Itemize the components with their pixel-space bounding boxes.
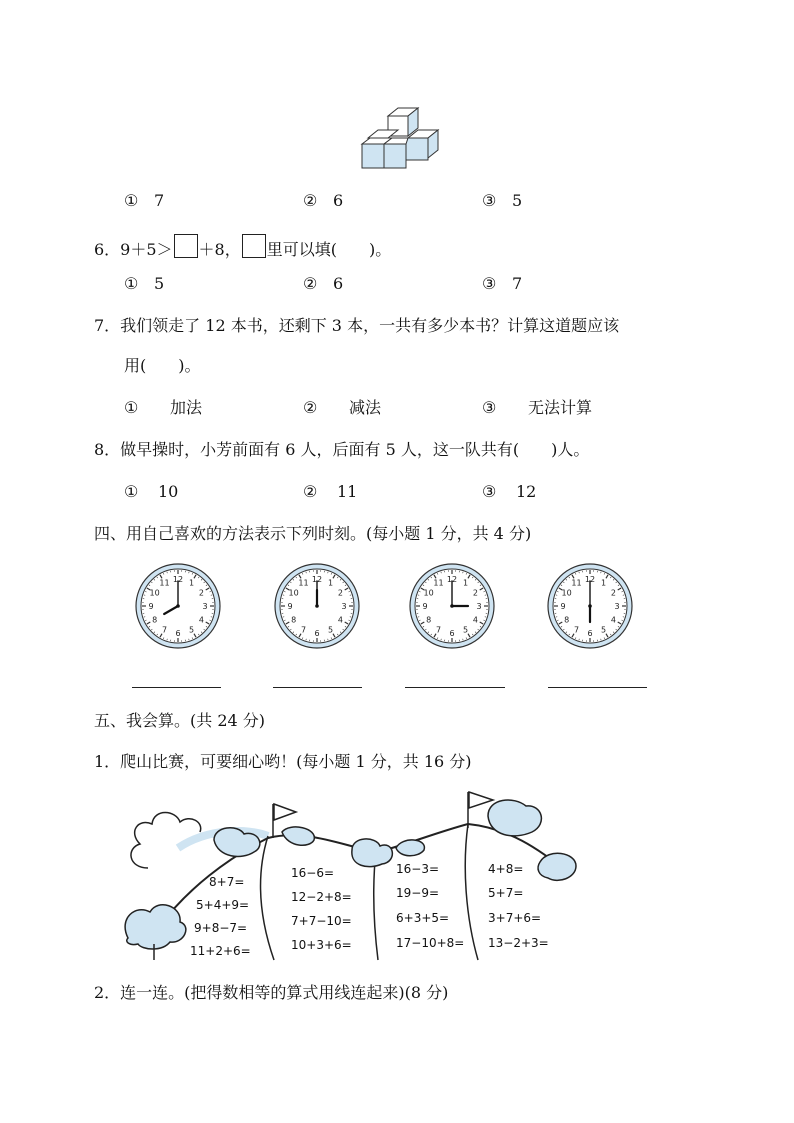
- option-value: 减法: [349, 398, 382, 417]
- option-value: 11: [337, 482, 358, 501]
- equation: 9+8−7=: [194, 921, 248, 935]
- clock-number: 3: [202, 602, 208, 611]
- option-value: 12: [516, 482, 537, 501]
- equation: 13−2+3=: [488, 936, 549, 950]
- cube-figure: [356, 104, 446, 170]
- clock-number: 9: [560, 602, 566, 611]
- option-marker: ③: [482, 274, 497, 293]
- option-marker: ①: [124, 482, 139, 501]
- equation: 19−9=: [396, 886, 440, 900]
- clock-center: [176, 604, 180, 608]
- equation: 6+3+5=: [396, 911, 450, 925]
- q5-option-2[interactable]: [303, 191, 343, 211]
- clock-number: 6: [587, 629, 593, 638]
- clock-number: 1: [327, 578, 334, 588]
- clock-number: 3: [341, 602, 347, 611]
- option-value: 6: [333, 191, 344, 210]
- clock-number: 7: [300, 625, 307, 635]
- clock-center: [450, 604, 454, 608]
- q6-suffix: 里可以填( )。: [266, 240, 392, 259]
- option-value: 无法计算: [528, 398, 593, 417]
- clock-number: 4: [198, 615, 204, 625]
- q7-option-2[interactable]: [303, 398, 381, 418]
- section-5-q2-title: 2．连一连。(把得数相等的算式用线连起来)(8 分): [94, 983, 449, 1002]
- question-6: [94, 234, 391, 260]
- equation: 10+3+6=: [291, 938, 352, 952]
- option-value: 10: [158, 482, 179, 501]
- clock-number: 10: [561, 588, 572, 598]
- clock-number: 12: [172, 575, 184, 584]
- answer-line-2[interactable]: [273, 687, 362, 688]
- clock-2: [273, 562, 361, 654]
- option-marker: ②: [303, 274, 318, 293]
- clock-number: 9: [287, 602, 293, 611]
- clock-number: 8: [291, 615, 297, 625]
- section-5-title: 五、我会算。(共 24 分): [94, 711, 266, 730]
- option-marker: ③: [482, 398, 497, 417]
- equation: 5+4+9=: [196, 898, 250, 912]
- equation: 8+7=: [209, 875, 245, 889]
- section-4-title: 四、用自己喜欢的方法表示下列时刻。(每小题 1 分，共 4 分): [94, 524, 532, 543]
- option-value: 7: [512, 274, 523, 293]
- clock-number: 11: [298, 578, 309, 588]
- clock-number: 8: [152, 615, 158, 625]
- clock-number: 4: [610, 615, 616, 625]
- option-marker: ①: [124, 191, 139, 210]
- question-8: 8．做早操时，小芳前面有 6 人，后面有 5 人，这一队共有( )人。: [94, 440, 590, 459]
- clock-number: 1: [188, 578, 195, 588]
- clock-1: [134, 562, 222, 654]
- equation: 12−2+8=: [291, 890, 352, 904]
- option-marker: ②: [303, 482, 318, 501]
- option-value: 5: [154, 274, 165, 293]
- clock-number: 11: [433, 578, 444, 588]
- option-marker: ②: [303, 191, 318, 210]
- q7-option-3[interactable]: [482, 398, 592, 418]
- clock-number: 6: [175, 629, 181, 638]
- clock-number: 5: [327, 625, 334, 635]
- equation: 4+8=: [488, 862, 524, 876]
- clock-number: 5: [188, 625, 195, 635]
- clock-number: 12: [584, 575, 596, 584]
- q5-option-3[interactable]: [482, 191, 522, 211]
- clock-number: 11: [159, 578, 170, 588]
- clock-number: 6: [449, 629, 455, 638]
- clock-number: 2: [610, 588, 616, 598]
- equation: 16−3=: [396, 862, 440, 876]
- clock-center: [315, 604, 319, 608]
- equation: 16−6=: [291, 866, 335, 880]
- option-marker: ③: [482, 191, 497, 210]
- question-7-line-1: 7．我们领走了 12 本书，还剩下 3 本，一共有多少本书？计算这道题应该: [94, 316, 620, 335]
- q6-option-1[interactable]: [124, 274, 164, 294]
- clock-number: 2: [337, 588, 343, 598]
- question-7-line-2: 用( )。: [124, 356, 201, 375]
- option-marker: ①: [124, 398, 139, 417]
- clock-number: 5: [600, 625, 607, 635]
- clock-number: 8: [426, 615, 432, 625]
- clock-number: 11: [571, 578, 582, 588]
- answer-line-4[interactable]: [548, 687, 647, 688]
- clock-number: 12: [446, 575, 458, 584]
- answer-box[interactable]: [174, 234, 198, 258]
- clock-number: 3: [476, 602, 482, 611]
- clock-number: 2: [198, 588, 204, 598]
- option-value: 5: [512, 191, 523, 210]
- clock-number: 9: [422, 602, 428, 611]
- q8-option-2[interactable]: [303, 482, 357, 502]
- q6-middle: ＋8，: [198, 240, 241, 259]
- q5-option-1[interactable]: [124, 191, 164, 211]
- option-value: 7: [154, 191, 165, 210]
- answer-line-1[interactable]: [132, 687, 221, 688]
- clock-number: 3: [614, 602, 620, 611]
- clock-center: [588, 604, 592, 608]
- option-value: 加法: [170, 398, 203, 417]
- clock-number: 1: [600, 578, 607, 588]
- clock-number: 6: [314, 629, 320, 638]
- answer-line-3[interactable]: [405, 687, 505, 688]
- q6-option-3[interactable]: [482, 274, 522, 294]
- clock-number: 10: [149, 588, 160, 598]
- clock-number: 7: [161, 625, 168, 635]
- clock-number: 7: [573, 625, 580, 635]
- option-marker: ①: [124, 274, 139, 293]
- clock-number: 5: [462, 625, 469, 635]
- q8-option-3[interactable]: [482, 482, 536, 502]
- clock-number: 10: [423, 588, 434, 598]
- clock-number: 10: [288, 588, 299, 598]
- option-marker: ③: [482, 482, 497, 501]
- clock-number: 2: [472, 588, 478, 598]
- equation: 7+7−10=: [291, 914, 352, 928]
- q6-prefix: 6．9＋5＞: [94, 240, 173, 259]
- clock-number: 8: [564, 615, 570, 625]
- answer-box-ref: [242, 234, 266, 258]
- clock-number: 4: [337, 615, 343, 625]
- equation: 5+7=: [488, 886, 524, 900]
- q8-option-1[interactable]: [124, 482, 178, 502]
- option-marker: ②: [303, 398, 318, 417]
- q6-option-2[interactable]: [303, 274, 343, 294]
- clock-number: 7: [435, 625, 442, 635]
- clock-4: [546, 562, 634, 654]
- clock-3: [408, 562, 496, 654]
- clock-number: 9: [148, 602, 154, 611]
- section-5-q1-title: 1．爬山比赛，可要细心哟！(每小题 1 分，共 16 分): [94, 752, 472, 771]
- equation: 11+2+6=: [190, 944, 251, 958]
- option-value: 6: [333, 274, 344, 293]
- equation: 3+7+6=: [488, 911, 542, 925]
- equation: 17−10+8=: [396, 936, 465, 950]
- clock-number: 12: [311, 575, 323, 584]
- clock-number: 4: [472, 615, 478, 625]
- clock-number: 1: [462, 578, 469, 588]
- q7-option-1[interactable]: [124, 398, 202, 418]
